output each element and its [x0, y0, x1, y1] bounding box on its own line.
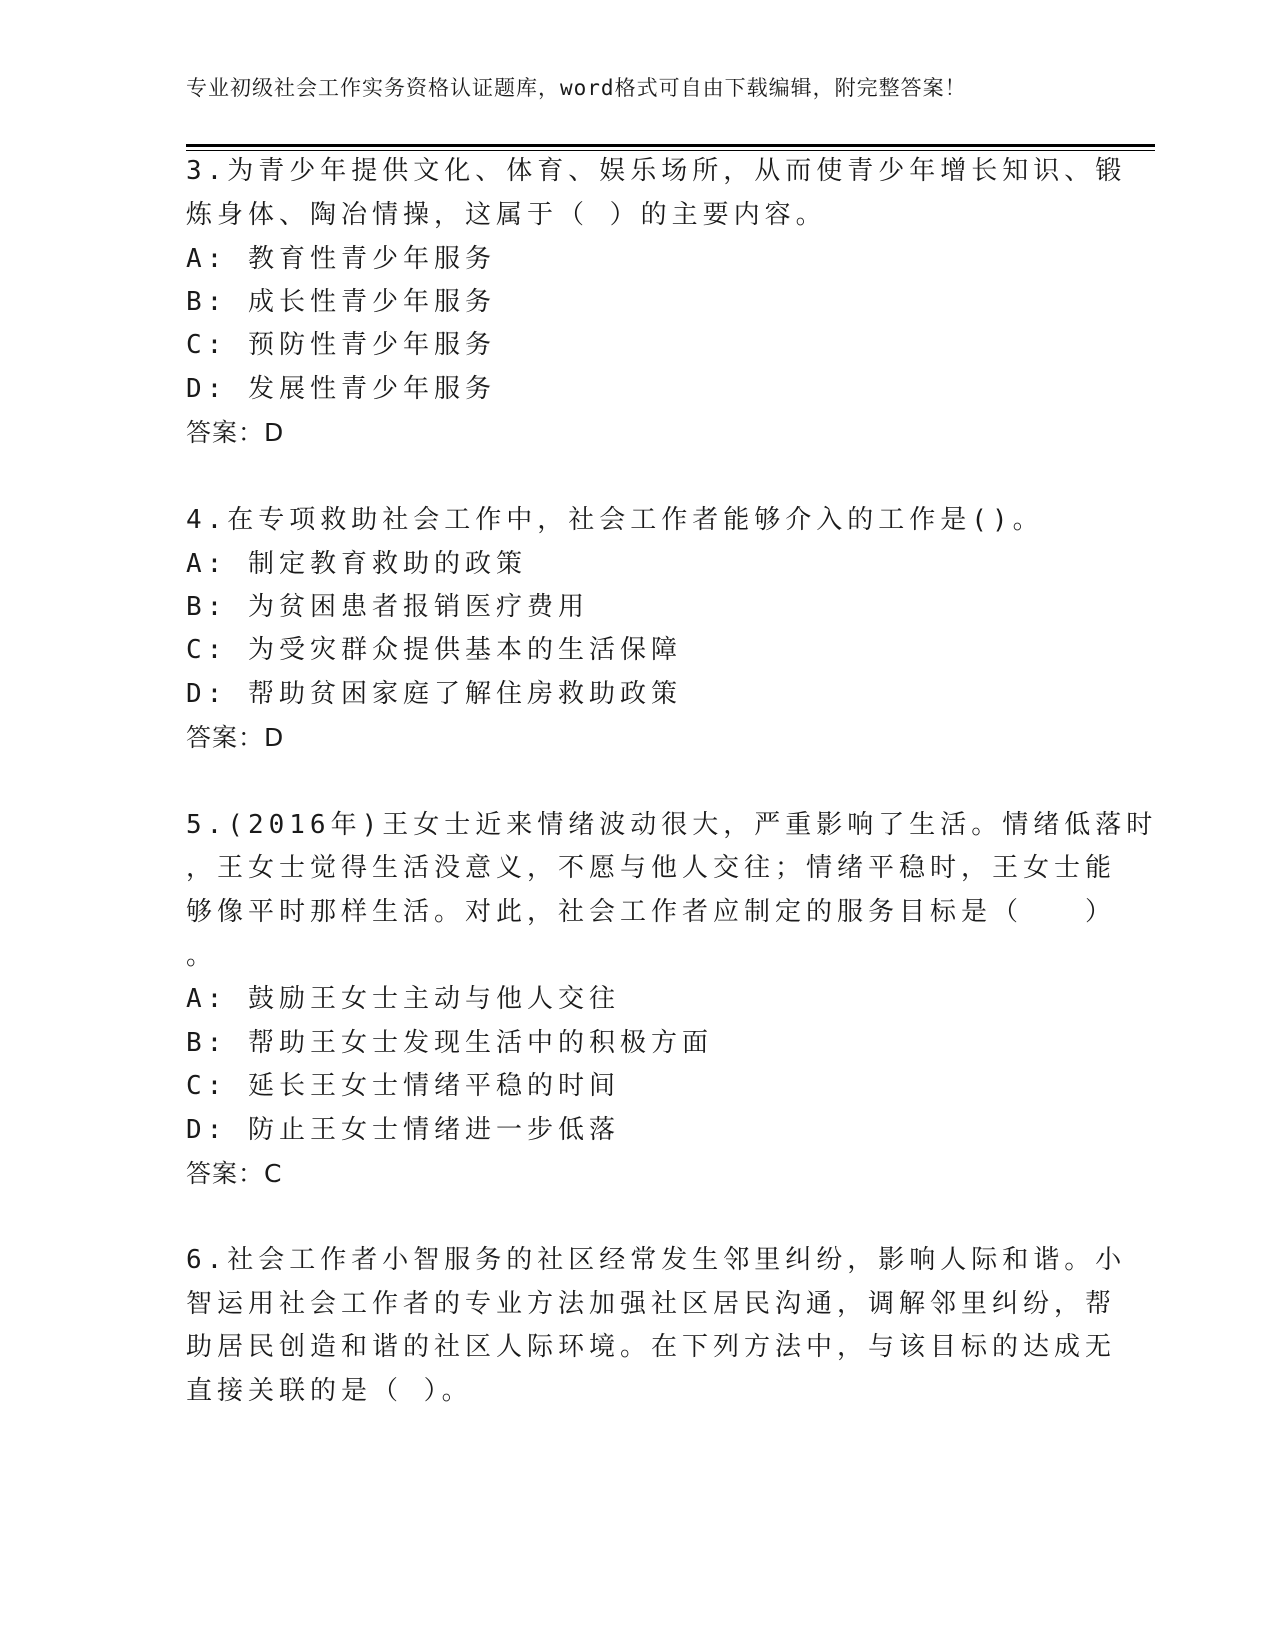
question-5-stem-line-4: 。: [186, 941, 218, 971]
question-4-stem-line-1: 4.在专项救助社会工作中，社会工作者能够介入的工作是()。: [186, 505, 1044, 535]
question-6-stem-line-1: 6.社会工作者小智服务的社区经常发生邻里纠纷，影响人际和谐。小: [186, 1245, 1127, 1275]
question-3-option-b: B: 成长性青少年服务: [186, 287, 496, 317]
page-header: 专业初级社会工作实务资格认证题库，word格式可自由下载编辑，附完整答案！: [186, 76, 967, 100]
question-5-answer: 答案：C: [186, 1159, 283, 1188]
question-5-option-c: C: 延长王女士情绪平稳的时间: [186, 1071, 620, 1101]
question-5-option-b: B: 帮助王女士发现生活中的积极方面: [186, 1028, 713, 1058]
question-5-option-d: D: 防止王女士情绪进一步低落: [186, 1115, 620, 1145]
question-3-option-d: D: 发展性青少年服务: [186, 374, 496, 404]
question-6-stem-line-2: 智运用社会工作者的专业方法加强社区居民沟通，调解邻里纠纷，帮: [186, 1289, 1117, 1319]
question-4-option-d: D: 帮助贫困家庭了解住房救助政策: [186, 679, 682, 709]
question-5-option-a: A: 鼓励王女士主动与他人交往: [186, 984, 620, 1014]
header-rule-thin: [186, 150, 1155, 151]
question-5-stem-line-3: 够像平时那样生活。对此，社会工作者应制定的服务目标是（ ）: [186, 897, 1117, 927]
question-4-option-b: B: 为贫困患者报销医疗费用: [186, 592, 589, 622]
question-3-answer: 答案：D: [186, 418, 285, 447]
question-5-stem-line-2: ，王女士觉得生活没意义，不愿与他人交往；情绪平稳时，王女士能: [186, 853, 1117, 883]
question-6-stem-line-4: 直接关联的是（ ）。: [186, 1376, 473, 1406]
question-3-stem-line-2: 炼身体、陶冶情操，这属于（ ）的主要内容。: [186, 200, 827, 230]
question-3-option-a: A: 教育性青少年服务: [186, 244, 496, 274]
question-4-option-c: C: 为受灾群众提供基本的生活保障: [186, 635, 682, 665]
question-5-stem-line-1: 5.(2016年)王女士近来情绪波动很大，严重影响了生活。情绪低落时: [186, 810, 1158, 840]
question-4-answer: 答案：D: [186, 723, 285, 752]
header-rule-thick: [186, 144, 1155, 147]
question-3-option-c: C: 预防性青少年服务: [186, 330, 496, 360]
question-3-stem-line-1: 3.为青少年提供文化、体育、娱乐场所，从而使青少年增长知识、锻: [186, 156, 1127, 186]
question-4-option-a: A: 制定教育救助的政策: [186, 549, 527, 579]
question-6-stem-line-3: 助居民创造和谐的社区人际环境。在下列方法中，与该目标的达成无: [186, 1332, 1117, 1362]
